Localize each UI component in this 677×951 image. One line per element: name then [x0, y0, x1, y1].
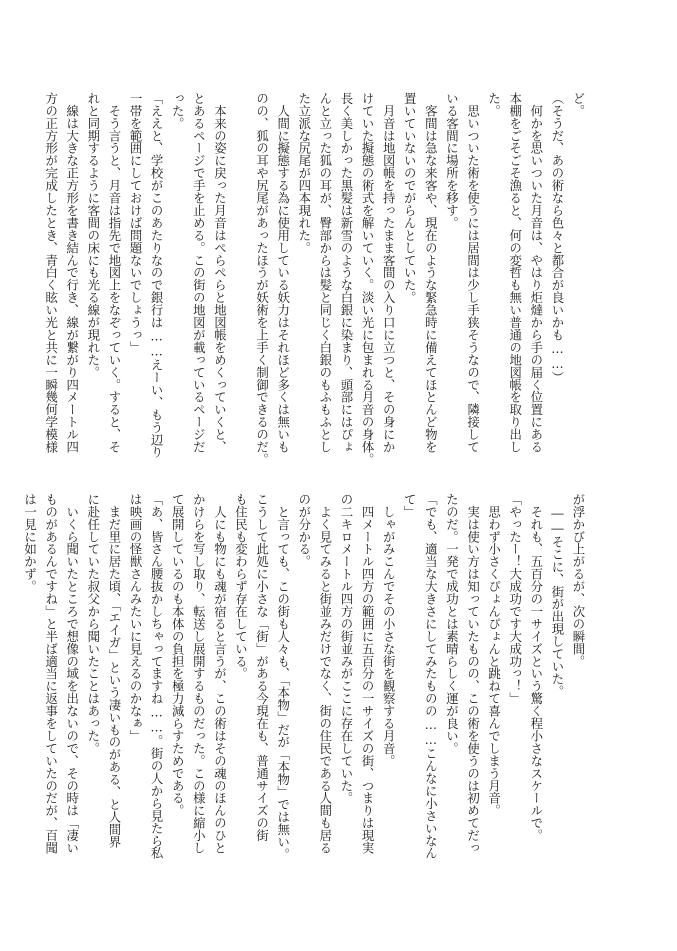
text-line: た。 [486, 92, 502, 117]
text-line: 実は使い方は知っていたものの、この術を使うのは初めてだっ [465, 493, 481, 855]
text-line: た立派な尻尾が四本現れた。 [296, 92, 312, 254]
text-line: こうして此処に小さな「街」がある今現在も、普通サイズの街 [254, 493, 270, 842]
text-line: に赴任していた叔父から聞いたことはあった。 [85, 493, 101, 755]
text-line: 本来の姿に戻った月音はぺらぺらと地図帳をめくっていくと、 [212, 92, 228, 454]
text-line: 長く美しかった黒髪は新雪のような白銀に染まり、頭部にはぴょ [338, 92, 354, 454]
text-line: も住民も変わらず存在している。 [233, 493, 249, 680]
text-line: 本棚をごそごそ漁ると、何の変哲も無い普通の地図帳を取り出し [507, 92, 523, 454]
text-line: ――そこに、街が出現していた。 [549, 493, 565, 698]
text-line: 思いついた術を使うには居間は少し手狭そうなので、隣接して [465, 92, 481, 454]
text-line: れと同期するように客間の床にも光る線が現れた。 [85, 92, 101, 379]
text-line: たのだ。一発で成功とは素晴らしく運が良い。 [444, 493, 460, 755]
text-line: った。 [170, 92, 186, 130]
text-line: いくら聞いたところで想像の域を出ないので、その時は「凄い [64, 493, 80, 855]
text-line: 「ええと、学校がこのあたりなので銀行は……えーい、もう辺り [149, 92, 165, 459]
text-line: しゃがみこんでその小さな街を観察する月音。 [381, 493, 397, 767]
text-line: と言っても、この街も人々も、「本物」だが「本物」では無い。 [275, 493, 291, 861]
text-line: とあるページで手を止める。この街の地図が載っているページだ [191, 92, 207, 454]
text-line: 「やったー！大成功です大成功っ！」 [507, 493, 523, 705]
text-line: は映画の怪獣さんみたいに見えるのかなぁ」 [128, 493, 144, 742]
text-line: かけらを写し取り、転送し展開するものだった。この様に縮小し [191, 493, 207, 855]
text-line: そう言うと、月音は指先で地図上をなぞっていく。すると、そ [106, 92, 122, 454]
text-line: 人にも物にも魂が宿ると言うが、この術はその魂のほんのひと [212, 493, 228, 855]
text-line: んと立った狐の耳が、臀部からは髪と同じく白銀のもふもふとし [317, 92, 333, 454]
text-line: 思わず小さくぴょんぴょんと跳ねて喜んでしまう月音。 [486, 493, 502, 817]
text-line: 月音は地図帳を持ったまま客間の入り口に立つと、その身にか [381, 92, 397, 454]
text-line: けていた擬態の術式を解いていく。淡い光に包まれる月音の身体。 [360, 92, 376, 466]
text-line: ものがあるんですね」と半ば適当に返事をしていたのだが、百聞 [43, 493, 59, 855]
text-line: 「でも、適当な大きさにしてみたものの……こんなに小さいなん [423, 493, 439, 860]
text-line: それも、五百分の一サイズという驚く程小さなスケールで。 [528, 493, 544, 842]
text-line [230, 92, 251, 480]
text-line: （そうだ、あの術なら色々と都合が良いかも……） [549, 92, 565, 384]
text-line: の二キロメートル四方の街並みがここに存在していた。 [338, 493, 354, 805]
text-line: 線は大きな正方形を書き結んで行き、線が繋がり四メートル四 [64, 92, 80, 454]
text-line: のが分かる。 [296, 493, 312, 568]
text-line: 置いていないのでがらんとしていた。 [402, 92, 418, 304]
lower-text-block [22, 493, 589, 881]
text-line: て展開しているのも本体の負担を極力減らすためである。 [170, 493, 186, 817]
text-line: いる客間に場所を移す。 [444, 92, 460, 229]
text-line: 「あ、皆さん腰抜かしちゃってますね……。街の人から見たら私 [149, 493, 165, 860]
text-line: 一帯を範囲にしておけば問題ないでしょうっ」 [128, 92, 144, 354]
text-line: 客間は急な来客や、現在のような緊急時に備えてほとんど物を [423, 92, 439, 454]
text-line: 四メートル四方の範囲に五百分の一サイズの街、つまりは現実 [360, 493, 376, 855]
text-line: 人間に擬態する為に使用している妖力はそれほど多くは無いも [275, 92, 291, 454]
text-line: 何かを思いついた月音は、やはり炬燵から手の届く位置にある [528, 92, 544, 454]
text-line: まだ里に居た頃、「エイガ」という凄いものがある、と人間界 [106, 493, 122, 848]
text-line: て」 [402, 493, 418, 518]
text-line: ど。 [571, 92, 586, 117]
text-line: は一見に如かず。 [22, 493, 38, 593]
text-line: 方の正方形が完成したとき、青白く眩い光と共に一瞬幾何学模様 [43, 92, 59, 454]
text-line: が浮かび上がるが、次の瞬間。 [571, 493, 586, 668]
text-line: よく見てみると街並みだけでなく、街の住民である人間も居る [317, 493, 333, 855]
upper-text-block [43, 92, 589, 480]
text-line: のの、狐の耳や尻尾があったほうが妖術を上手く制御できるのだ。 [254, 92, 270, 466]
